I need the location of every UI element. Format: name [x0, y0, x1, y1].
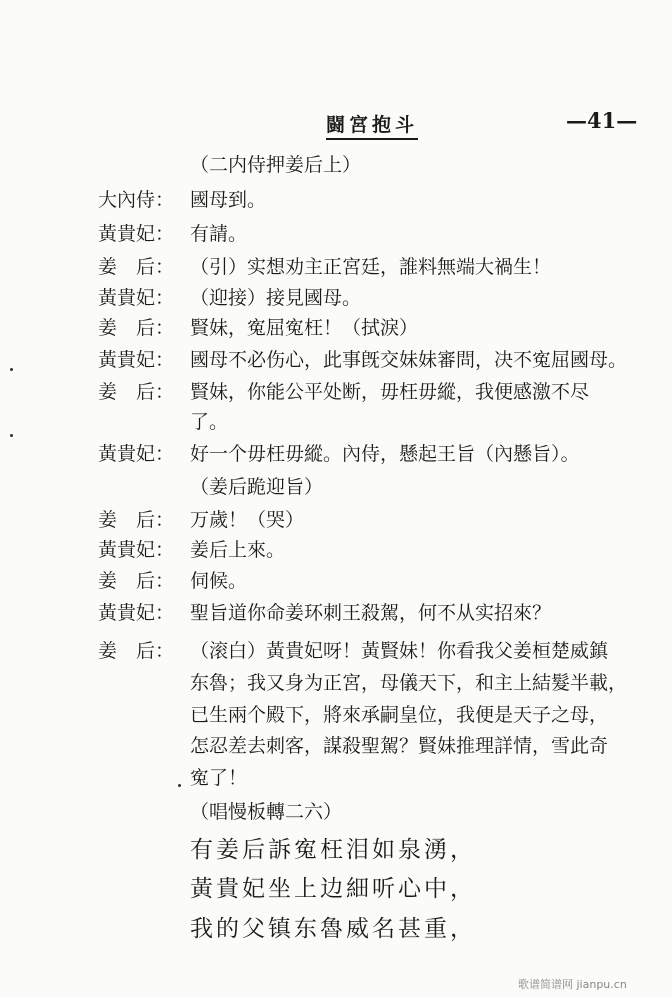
- dialogue-continuation: 了。: [190, 411, 229, 433]
- dialogue-text: 國母不必伤心，此事旣交妹妹審問，决不寃屈國母。: [190, 349, 628, 371]
- margin-mark: [178, 784, 181, 787]
- speaker-label: 姜 后：: [98, 509, 175, 531]
- lyric-line: 我的父镇东魯威名甚重，: [190, 916, 476, 942]
- speaker-label: 姜 后：: [98, 640, 175, 662]
- stage-direction: （姜后跪迎旨）: [190, 476, 324, 498]
- dialogue-text: （滚白）黃貴妃呀！黃賢妹！你看我父姜桓楚威鎮: [190, 640, 609, 662]
- dialogue-text: 聖旨道你命姜环刺王殺駕，何不从实招來？: [190, 602, 552, 624]
- speaker-label: 黃貴妃：: [98, 539, 175, 561]
- dialogue-text: 有請。: [190, 223, 248, 245]
- dialogue-continuation: 寃了！: [190, 767, 248, 789]
- margin-mark: [10, 368, 13, 371]
- speaker-label: 黃貴妃：: [98, 287, 175, 309]
- dialogue-continuation: 东魯；我又身为正宮，母儀天下，和主上結髮半載，: [190, 672, 628, 694]
- speaker-label: 黃貴妃：: [98, 443, 175, 465]
- stage-direction: （唱慢板轉二六）: [190, 801, 343, 823]
- page-header-title: 闘宮抱斗: [326, 110, 418, 140]
- dialogue-text: 姜后上來。: [190, 539, 286, 561]
- speaker-label: 姜 后：: [98, 381, 175, 403]
- page-number: —41—: [566, 108, 638, 133]
- speaker-label: 姜 后：: [98, 570, 175, 592]
- lyric-line: 黃貴妃坐上边細听心中，: [190, 876, 476, 902]
- watermark-text: 歌谱简谱网 jianpu.cn: [518, 978, 627, 991]
- dialogue-text: 好一个毋枉毋縱。內侍，懸起王旨（內懸旨）。: [190, 443, 580, 465]
- speaker-label: 黃貴妃：: [98, 602, 175, 624]
- dialogue-text: 國母到。: [190, 189, 267, 211]
- dialogue-text: 万歲！（哭）: [190, 509, 305, 531]
- lyric-line: 有姜后訴寃枉泪如泉湧，: [190, 837, 476, 863]
- dialogue-continuation: 怎忍差去刺客，謀殺聖駕？賢妹推理詳情，雪此奇: [190, 735, 609, 757]
- speaker-label: 姜 后：: [98, 317, 175, 339]
- dialogue-text: 伺候。: [190, 570, 248, 592]
- dialogue-continuation: 已生兩个殿下，將來承嗣皇位，我便是天子之母，: [190, 704, 609, 726]
- dialogue-text: 賢妹，你能公平处断，毋枉毋縱，我便感激不尽: [190, 381, 590, 403]
- speaker-label: 黃貴妃：: [98, 349, 175, 371]
- dialogue-text: 賢妹，寃屈寃枉！（拭淚）: [190, 317, 419, 339]
- stage-direction: （二内侍押姜后上）: [190, 154, 362, 176]
- speaker-label: 大內侍：: [98, 189, 175, 211]
- speaker-label: 黃貴妃：: [98, 223, 175, 245]
- margin-mark: [10, 434, 13, 437]
- speaker-label: 姜 后：: [98, 256, 175, 278]
- dialogue-text: （迎接）接見國母。: [190, 287, 362, 309]
- dialogue-text: （引）实想劝主正宮廷，誰料無端大禍生！: [190, 256, 552, 278]
